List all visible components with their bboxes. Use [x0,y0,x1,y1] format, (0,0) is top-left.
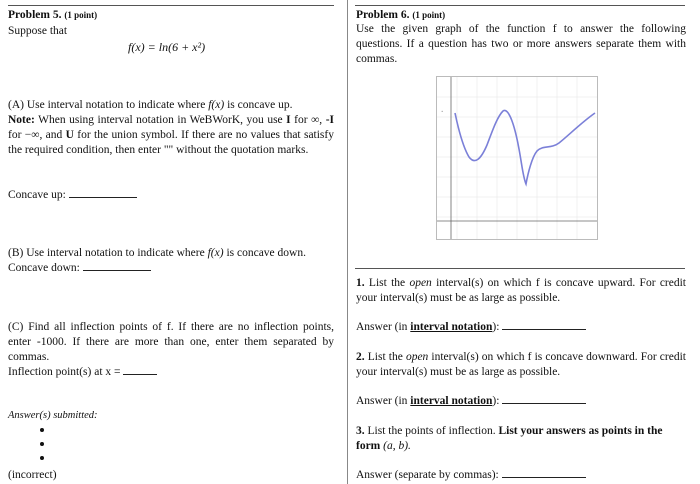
grid [437,77,597,239]
q3-number: 3. [356,425,365,437]
problem-5-title: Problem 5. [8,9,62,21]
interval-notation-link[interactable]: interval notation [410,395,493,407]
q2-answer-prefix: Answer (in [356,395,411,407]
submitted-bullet [40,428,44,432]
concave-up-label: Concave up: [8,189,66,201]
q1-answer-suffix: ): [492,321,500,333]
part-a-question [8,98,334,113]
top-rule [8,5,334,6]
answers-submitted-label: Answer(s) submitted: [8,410,98,421]
problem-6-points: (1 point) [412,10,446,20]
note-for1: for ∞, [290,114,326,126]
question-1 [356,276,686,306]
q1-answer-field[interactable] [502,320,586,330]
part-a-tail: is concave up. [224,99,293,111]
concave-down-label: Concave down: [8,262,80,274]
submitted-bullet [40,456,44,460]
q3-answer-row [356,468,586,483]
submission-status: (incorrect) [8,469,57,481]
part-a [8,98,334,158]
q1-text-a: List the [364,277,410,289]
q2-text-b: interval(s) on which f is concave downward. For credit your interval(s) must be as large as possible. [356,351,686,378]
part-a-fx: f(x) [208,99,225,111]
axis-tick-label: • [441,109,444,114]
inflection-label: Inflection point(s) at x = [8,366,121,378]
part-a-lead: (A) Use interval notation to indicate where [8,99,209,111]
inflection-answer-field[interactable] [123,365,157,375]
q2-text-a: List the [364,351,406,363]
note-U: U [65,129,74,141]
problem-6-title: Problem 6. [356,9,410,21]
part-c-question: (C) Find all inflection points of f. If there are no inflection points, enter -1000. If there are more than one, enter them separated by commas. [8,321,334,363]
inflection-row [8,365,157,380]
function-graph [436,76,598,240]
q3-bold-instruction: List your answers as points in the form [356,425,663,452]
q1-answer-row [356,320,586,335]
part-b-fx: f(x) [207,247,224,259]
problem-6-header [356,8,445,23]
note-label: Note: [8,114,35,126]
q2-answer-suffix: ): [492,395,500,407]
function-curve [455,110,595,184]
note-negI: -I [325,114,334,126]
interval-notation-link[interactable]: interval notation [410,321,493,333]
part-b [8,246,334,261]
separator-rule [355,268,685,269]
q1-number: 1. [356,277,365,289]
note-I: I [286,114,291,126]
q1-open: open [409,277,432,289]
problem-6 [347,0,687,484]
part-b-tail: is concave down. [223,247,306,259]
problem-6-intro: Use the given graph of the function f to answer the following questions. If a question has two or more answers separate them with commas. [356,23,686,65]
q3-answer-field[interactable] [502,468,586,478]
concave-down-row [8,261,151,276]
note-for2: for −∞, and [8,129,66,141]
q3-form: (a, b). [380,440,411,452]
q2-answer-field[interactable] [502,394,586,404]
problem-5 [0,0,336,484]
question-2 [356,350,686,380]
question-3 [356,424,686,454]
concave-up-row [8,188,137,203]
q1-text-b: interval(s) on which f is concave upward. For credit your interval(s) must be as large as possible. [356,277,686,304]
function-definition: f(x) = ln(6 + x²) [128,40,206,54]
q2-answer-row [356,394,586,409]
q3-text-a: List the points of inflection. [364,425,499,437]
q2-number: 2. [356,351,365,363]
note-text: When using interval notation in WeBWorK, you use [34,114,287,126]
note-for3: for the union symbol. If there are no values that satisfy the required condition, then enter "" without the quotation marks. [8,129,334,156]
graph-svg [437,77,597,239]
q1-answer-prefix: Answer (in [356,321,411,333]
problem-5-intro: Suppose that [8,25,68,37]
concave-up-answer-field[interactable] [69,188,137,198]
concave-down-answer-field[interactable] [83,261,151,271]
part-a-note [8,113,334,158]
part-b-lead: (B) Use interval notation to indicate where [8,247,208,259]
q2-open: open [405,351,429,363]
top-rule [355,5,685,6]
submitted-bullet [40,442,44,446]
q3-answer-label: Answer (separate by commas): [356,469,499,481]
problem-5-header [8,8,97,23]
problem-5-points: (1 point) [64,10,98,20]
